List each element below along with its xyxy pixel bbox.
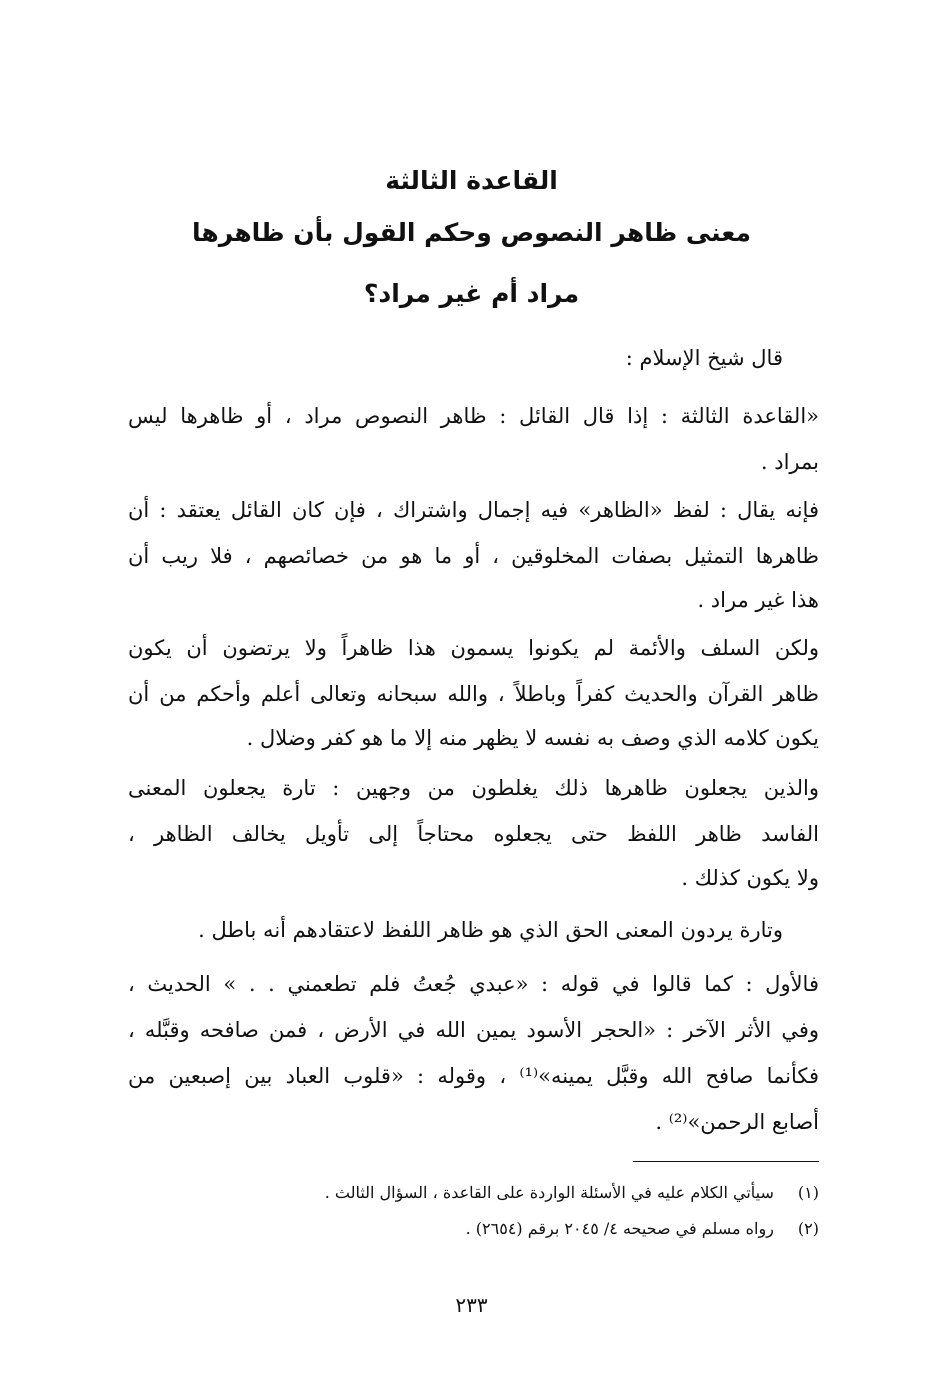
footnote [128,1180,819,1206]
body-line: قال شيخ الإسلام : [625,346,783,370]
body-line: يكون كلامه الذي وصف به نفسه لا يظهر منه إلا ما هو كفر وضلال . [246,726,819,750]
body-line: والذين يجعلون ظاهرها ذلك يغلطون من وجهين : تارة يجعلون المعنى [128,776,819,800]
body-line: أصابع الرحمن»⁽²⁾ . [655,1110,819,1134]
body-line: فكأنما صافح الله وقبَّل يمينه»⁽¹⁾ ، وقوله : «قلوب العباد بين إصبعين من [128,1064,819,1088]
body-line: فإنه يقال : لفظ «الظاهر» فيه إجمال واشتراك ، فإن كان القائل يعتقد : أن [128,498,819,522]
footnote-number: (٢) [797,1219,819,1238]
page-number: ٢٣٣ [455,1293,488,1317]
rule-subtitle-line-1: معنى ظاهر النصوص وحكم القول بأن ظاهرها [192,218,751,247]
body-line: بمراد . [760,450,819,474]
footnote-text: سيأتي الكلام عليه في الأسئلة الواردة على القاعدة ، السؤال الثالث . [324,1183,774,1202]
body-line: ظاهر القرآن والحديث كفراً وباطلاً ، والله سبحانه وتعالى أعلم وأحكم من أن [128,682,819,706]
body-line: الفاسد ظاهر اللفظ حتى يجعلوه محتاجاً إلى تأويل يخالف الظاهر ، [128,822,819,846]
footnote [128,1216,819,1242]
rule-subtitle-line-2: مراد أم غير مراد؟ [363,279,580,308]
body-line: «القاعدة الثالثة : إذا قال القائل : ظاهر النصوص مراد ، أو ظاهرها ليس [128,404,819,428]
footnote-number: (١) [797,1183,819,1202]
footnote-separator [633,1161,819,1162]
rule-title: القاعدة الثالثة [385,166,558,195]
footnote-text: رواه مسلم في صحيحه ٤/ ٢٠٤٥ برقم (٢٦٥٤) . [465,1219,774,1238]
body-line: ولكن السلف والأئمة لم يكونوا يسمون هذا ظاهراً ولا يرتضون أن يكون [128,636,819,660]
body-line: ظاهرها التمثيل بصفات المخلوقين ، أو ما هو من خصائصهم ، فلا ريب أن [128,544,819,568]
body-line: ولا يكون كذلك . [681,866,819,890]
body-line: فالأول : كما قالوا في قوله : «عبدي جُعتُ فلم تطعمني . . » الحديث ، [128,972,819,996]
body-line: هذا غير مراد . [697,588,819,612]
body-line: وتارة يردون المعنى الحق الذي هو ظاهر اللفظ لاعتقادهم أنه باطل . [198,918,783,942]
body-line: وفي الأثر الآخر : «الحجر الأسود يمين الله في الأرض ، فمن صافحه وقبَّله ، [128,1018,819,1042]
